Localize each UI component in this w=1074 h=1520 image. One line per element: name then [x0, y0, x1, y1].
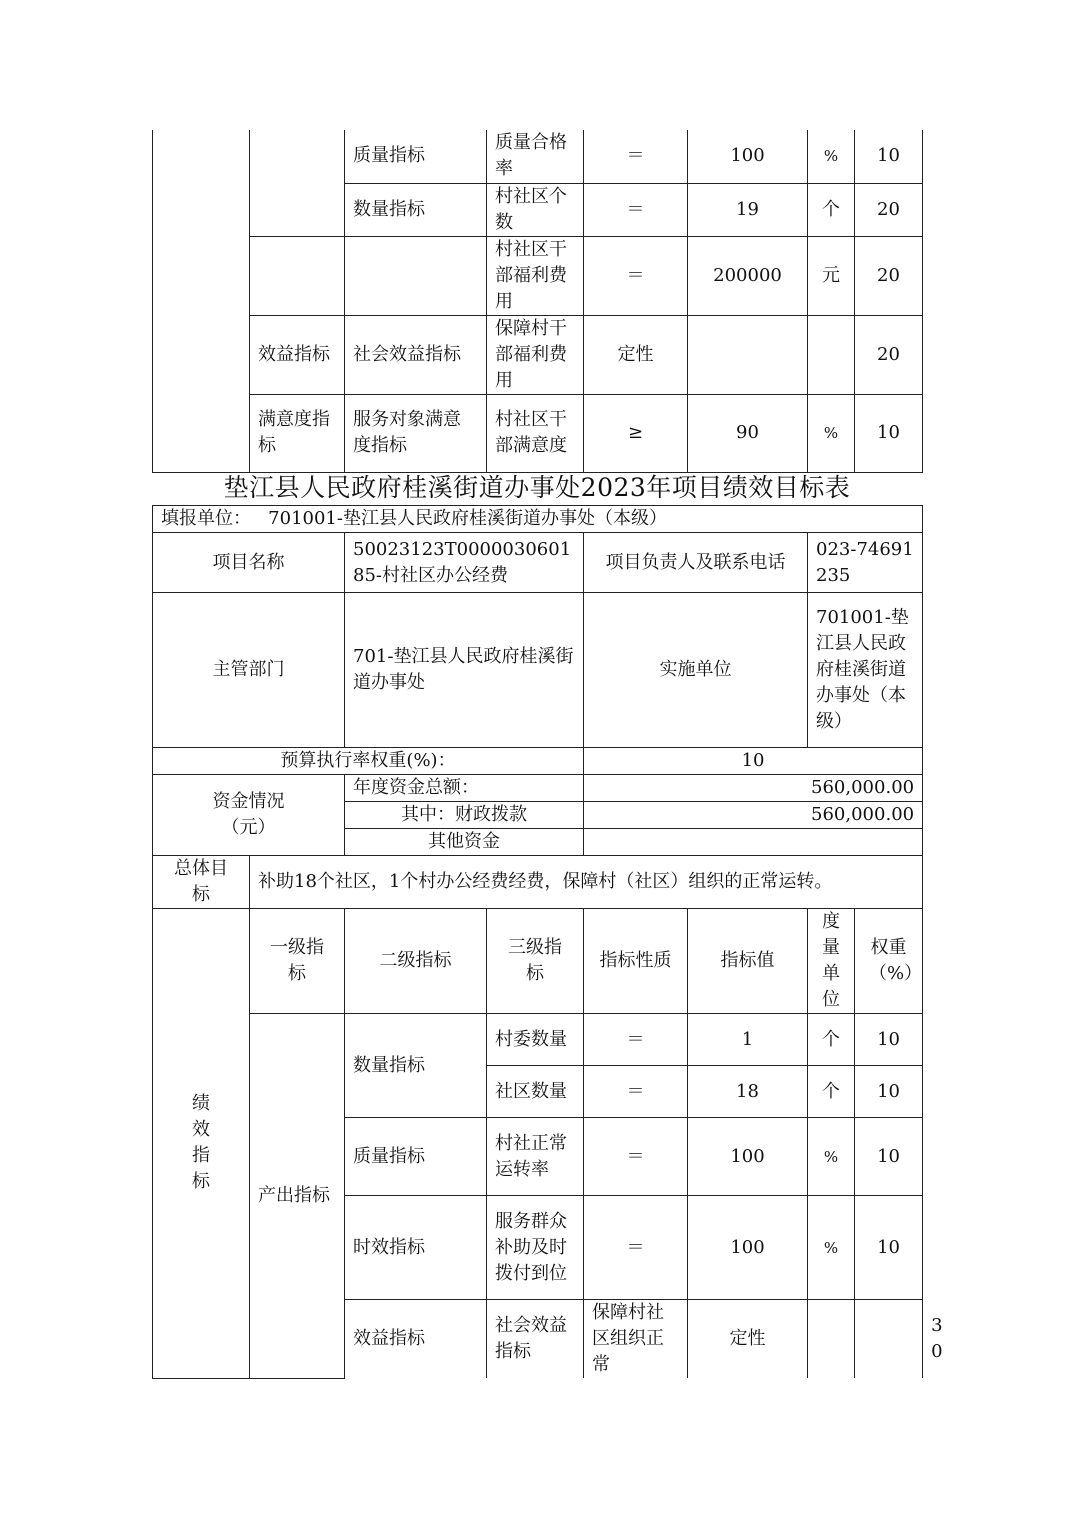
- weight-cell: 10: [855, 1118, 923, 1196]
- value-cell: 1: [688, 1014, 808, 1066]
- table-row: [153, 315, 923, 394]
- level2-cell: 数量指标: [345, 1014, 487, 1118]
- nature-cell: ≥: [584, 394, 688, 472]
- value-cell: 18: [688, 1066, 808, 1118]
- fund-total-label: 年度资金总额：: [345, 775, 584, 802]
- level1-cell: 效益指标: [250, 315, 345, 394]
- nature-cell: ＝: [584, 1014, 688, 1066]
- level2-cell: 质量指标: [345, 1118, 487, 1196]
- fund-total-value: 560,000.00: [584, 775, 923, 802]
- unit-cell: 个: [808, 1014, 855, 1066]
- fund-fiscal-label: 其中：财政拨款: [345, 802, 584, 829]
- fill-unit-row: [153, 506, 923, 533]
- unit-cell: 个: [808, 183, 855, 236]
- level2-cell: 服务对象满意度指标: [345, 394, 487, 472]
- level3-cell: 社区数量: [487, 1066, 584, 1118]
- weight-cell: 10: [855, 130, 923, 183]
- fund-other-label: 其他资金: [345, 829, 584, 856]
- dept-label: 主管部门: [153, 593, 345, 748]
- nature-cell: ＝: [584, 1118, 688, 1196]
- level2-cell: 时效指标: [345, 1196, 487, 1300]
- level3-cell: 保障村社区组织正常: [584, 1300, 688, 1379]
- table-row: [153, 130, 923, 183]
- value-cell: 100: [688, 130, 808, 183]
- fund-label: 资金情况（元）: [153, 775, 345, 856]
- manager-value: 023-74691235: [808, 533, 923, 593]
- perf-label-cell: [153, 130, 250, 472]
- level3-cell: 村社区干部满意度: [487, 394, 584, 472]
- unit-cell: %: [808, 1118, 855, 1196]
- value-cell: [688, 315, 808, 394]
- table-row: [153, 236, 923, 315]
- output-label: 产出指标: [250, 1014, 345, 1379]
- level3-cell: 村委数量: [487, 1014, 584, 1066]
- header-value: 指标值: [688, 909, 808, 1014]
- project-name-value: 50023123T000003060185-村社区办公经费: [345, 533, 584, 593]
- fill-unit-label: 填报单位：: [161, 508, 251, 529]
- header-weight: 权重（%）: [855, 909, 923, 1014]
- nature-cell: 定性: [584, 315, 688, 394]
- manager-label: 项目负责人及联系电话: [584, 533, 808, 593]
- level1-cell: 满意度指标: [250, 394, 345, 472]
- weight-cell: 10: [855, 1066, 923, 1118]
- budget-rate-value: 10: [584, 748, 923, 775]
- table-row: [153, 748, 923, 775]
- weight-cell: 20: [855, 236, 923, 315]
- value-cell: 100: [688, 1118, 808, 1196]
- page-title: 垫江县人民政府桂溪街道办事处2023年项目绩效目标表: [223, 473, 851, 502]
- level2-cell: 数量指标: [345, 183, 487, 236]
- level2-cell: 质量指标: [345, 130, 487, 183]
- nature-cell: 定性: [688, 1300, 808, 1379]
- value-cell: 90: [688, 394, 808, 472]
- level3-cell: 质量合格率: [487, 130, 584, 183]
- unit-cell: %: [808, 1196, 855, 1300]
- level1-cell: [250, 236, 345, 315]
- value-cell: [808, 1300, 855, 1379]
- unit-cell: %: [808, 394, 855, 472]
- level3-cell: 服务群众补助及时拨付到位: [487, 1196, 584, 1300]
- weight-cell: 10: [855, 1014, 923, 1066]
- nature-cell: ＝: [584, 130, 688, 183]
- nature-cell: ＝: [584, 1196, 688, 1300]
- continued-indicator-table: [152, 130, 923, 473]
- value-cell: 100: [688, 1196, 808, 1300]
- level2-cell: 社会效益指标: [487, 1300, 584, 1379]
- table-row: [153, 1014, 923, 1066]
- dept-value: 701-垫江县人民政府桂溪街道办事处: [345, 593, 584, 748]
- unit-cell: 个: [808, 1066, 855, 1118]
- table-row: [153, 909, 923, 1014]
- weight-cell: 10: [855, 1196, 923, 1300]
- nature-cell: ＝: [584, 183, 688, 236]
- level3-cell: 村社区干部福利费用: [487, 236, 584, 315]
- nature-cell: ＝: [584, 1066, 688, 1118]
- benefit-label: 效益指标: [345, 1300, 487, 1379]
- performance-target-table: [152, 505, 943, 1379]
- impl-label: 实施单位: [584, 593, 808, 748]
- table-row: [153, 856, 923, 909]
- level3-cell: 保障村干部福利费用: [487, 315, 584, 394]
- level1-cell: [250, 130, 345, 236]
- budget-rate-label: 预算执行率权重(%)：: [153, 748, 584, 775]
- weight-cell: 20: [855, 315, 923, 394]
- fill-unit-value: 701001-垫江县人民政府桂溪街道办事处（本级）: [268, 508, 667, 529]
- unit-cell: [808, 315, 855, 394]
- header-level3: 三级指标: [487, 909, 584, 1014]
- fund-fiscal-value: 560,000.00: [584, 802, 923, 829]
- level3-cell: 村社区个数: [487, 183, 584, 236]
- weight-cell: 10: [855, 394, 923, 472]
- unit-cell: 元: [808, 236, 855, 315]
- goal-value: 补助18个社区，1个村办公经费经费，保障村（社区）组织的正常运转。: [250, 856, 923, 909]
- unit-cell: %: [808, 130, 855, 183]
- table-row: [153, 506, 923, 533]
- fund-other-value: [584, 829, 923, 856]
- header-level1: 一级指标: [250, 909, 345, 1014]
- header-nature: 指标性质: [584, 909, 688, 1014]
- project-name-label: 项目名称: [153, 533, 345, 593]
- goal-label: 总体目标: [153, 856, 250, 909]
- weight-cell: 20: [855, 183, 923, 236]
- header-level2: 二级指标: [345, 909, 487, 1014]
- level2-cell: [345, 236, 487, 315]
- nature-cell: ＝: [584, 236, 688, 315]
- value-cell: 200000: [688, 236, 808, 315]
- table-row: [153, 775, 923, 802]
- table-row: [153, 533, 923, 593]
- table-row: 效益指标 社会效益指标 保障村社区组织正常 定性 30: [153, 1300, 923, 1379]
- level3-cell: 村社正常运转率: [487, 1118, 584, 1196]
- header-unit: 度量单位: [808, 909, 855, 1014]
- level2-cell: 社会效益指标: [345, 315, 487, 394]
- table-row: [153, 593, 923, 748]
- table-row: [153, 394, 923, 472]
- unit-cell: [855, 1300, 923, 1379]
- impl-value: 701001-垫江县人民政府桂溪街道办事处（本级）: [808, 593, 923, 748]
- perf-label: 绩效指标: [153, 909, 250, 1379]
- value-cell: 19: [688, 183, 808, 236]
